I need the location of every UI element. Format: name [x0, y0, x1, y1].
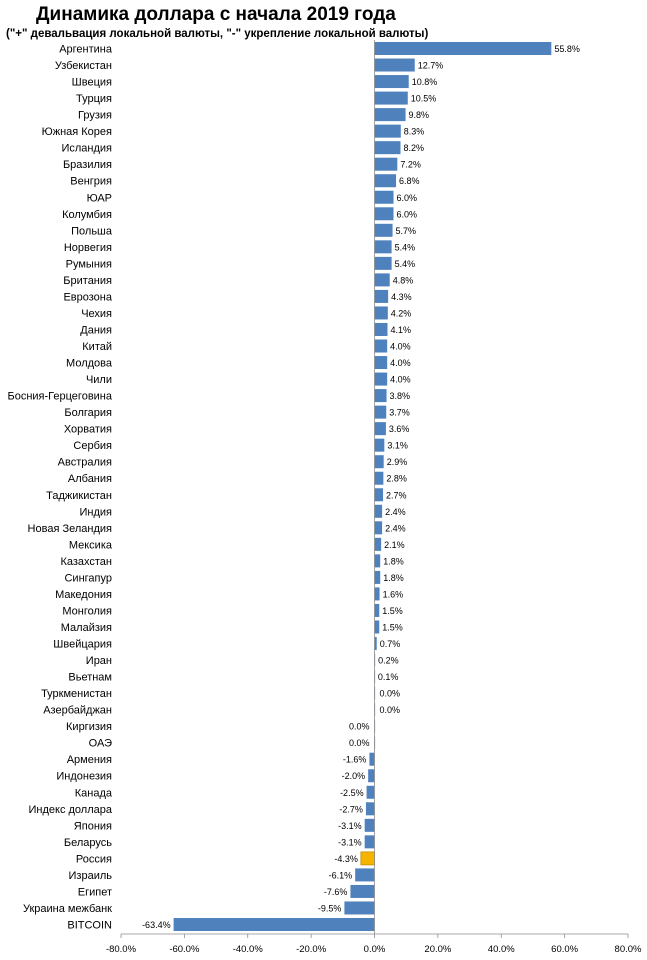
value-label: 4.1%	[390, 324, 412, 335]
value-label: 0.2%	[378, 655, 399, 666]
category-label: Израиль	[68, 869, 112, 882]
value-label: 12.7%	[417, 60, 444, 71]
value-label: 6.8%	[399, 176, 420, 187]
value-label: 3.6%	[388, 424, 410, 435]
value-label: 0.7%	[379, 639, 401, 650]
category-label: Мексика	[68, 539, 112, 552]
category-label: Болгария	[64, 407, 112, 420]
value-label: 2.7%	[386, 490, 407, 501]
value-label: 55.8%	[554, 44, 580, 54]
category-label: Индонезия	[56, 770, 112, 783]
x-tick-label: 40.0%	[487, 944, 515, 955]
value-label: 4.0%	[390, 374, 411, 385]
bar-44	[369, 753, 374, 766]
category-label: Индекс доллара	[28, 803, 112, 816]
bar-26	[375, 455, 384, 468]
bar-3	[375, 75, 409, 88]
bar-29	[375, 505, 383, 518]
value-label: 2.1%	[384, 539, 405, 550]
category-label: Британия	[63, 274, 112, 287]
category-label: Колумбия	[62, 208, 112, 221]
value-label: 3.7%	[389, 407, 410, 418]
value-label: 10.5%	[410, 93, 437, 104]
bar-54	[174, 918, 375, 931]
bar-10	[375, 191, 394, 204]
category-label: Беларусь	[63, 836, 112, 849]
category-label: Аргентина	[59, 43, 112, 56]
category-label: Новая Зеландия	[27, 522, 112, 535]
bar-14	[375, 257, 392, 270]
value-label: 0.0%	[379, 688, 401, 699]
value-label: 10.8%	[411, 77, 438, 88]
value-label: -7.6%	[323, 886, 348, 897]
category-label: Армения	[66, 754, 112, 767]
value-label: -1.6%	[342, 754, 367, 765]
category-label: Чили	[85, 374, 112, 387]
category-label: Еврозона	[63, 291, 112, 304]
bar-35	[375, 604, 380, 617]
category-label: Бразилия	[62, 159, 112, 172]
value-label: 1.8%	[383, 572, 404, 583]
category-label: Босния-Герцеговина	[7, 390, 112, 403]
bar-5	[375, 108, 406, 121]
value-label: 5.4%	[394, 242, 416, 253]
value-label: -2.7%	[339, 804, 363, 815]
value-label: -2.0%	[341, 771, 366, 782]
value-label: -6.1%	[328, 870, 353, 881]
x-tick-label: 0.0%	[363, 944, 386, 955]
category-label: Румыния	[65, 258, 112, 271]
category-label: Сербия	[73, 440, 112, 453]
value-label: 6.0%	[396, 192, 418, 203]
category-label: Узбекистан	[54, 60, 112, 73]
category-label: ОАЭ	[88, 737, 112, 750]
value-label: 2.8%	[386, 473, 407, 484]
category-label: Казахстан	[60, 555, 112, 568]
x-tick-label: -60.0%	[169, 944, 200, 955]
bar-45	[368, 769, 374, 782]
x-tick-label: 80.0%	[614, 944, 642, 955]
value-label: 3.1%	[387, 440, 408, 451]
value-label: 5.4%	[394, 258, 416, 269]
category-label: Монголия	[62, 605, 112, 618]
category-label: ЮАР	[86, 192, 112, 205]
category-label: Россия	[75, 853, 112, 866]
value-label: -63.4%	[142, 920, 171, 930]
bar-22	[375, 389, 387, 402]
category-label: Швейцария	[53, 638, 112, 651]
category-label: Канада	[74, 787, 112, 800]
bar-46	[367, 786, 375, 799]
bar-13	[375, 240, 392, 253]
bar-48	[365, 819, 375, 832]
bar-23	[375, 406, 387, 419]
value-label: 4.2%	[390, 308, 412, 319]
value-label: 3.8%	[389, 391, 411, 402]
bar-53	[344, 901, 374, 914]
labels-layer	[8, 44, 580, 932]
bar-36	[375, 620, 380, 633]
category-label: Сингапур	[64, 572, 112, 585]
value-label: 0.0%	[379, 705, 401, 716]
category-label: Австралия	[57, 456, 112, 469]
value-label: -3.1%	[338, 820, 362, 831]
category-label: Египет	[77, 886, 112, 899]
bar-27	[375, 472, 384, 485]
bar-16	[375, 290, 389, 303]
x-tick-label: 60.0%	[551, 944, 579, 955]
value-label: 8.2%	[403, 143, 424, 154]
value-label: 1.5%	[382, 605, 403, 616]
category-label: Киргизия	[66, 721, 112, 734]
bar-50	[361, 852, 375, 865]
category-label: Япония	[73, 820, 112, 833]
category-label: Норвегия	[63, 241, 112, 254]
x-axis	[106, 40, 642, 955]
category-label: Дания	[80, 324, 112, 337]
bar-6	[375, 125, 401, 138]
value-label: 4.0%	[390, 341, 411, 352]
bar-1	[375, 42, 552, 55]
category-label: Молдова	[66, 357, 112, 370]
value-label: 1.6%	[382, 589, 404, 600]
bar-24	[375, 422, 386, 435]
value-label: -4.3%	[334, 853, 358, 864]
value-label: 0.0%	[348, 738, 370, 749]
bar-32	[375, 554, 381, 567]
bar-30	[375, 521, 383, 534]
bar-12	[375, 224, 393, 237]
value-label: -2.5%	[340, 787, 364, 798]
bar-8	[375, 158, 398, 171]
bar-34	[375, 587, 380, 600]
bar-15	[375, 273, 390, 286]
category-label: Китай	[82, 341, 112, 354]
value-label: 2.9%	[386, 457, 408, 468]
bar-25	[375, 439, 385, 452]
category-label: Турция	[76, 93, 112, 106]
category-label: Вьетнам	[68, 671, 112, 684]
x-tick-label: 20.0%	[424, 944, 452, 955]
value-label: 0.0%	[348, 721, 370, 732]
bar-21	[375, 373, 388, 386]
value-label: 1.5%	[382, 622, 403, 633]
value-label: 4.8%	[392, 275, 414, 286]
category-label: Албания	[67, 473, 112, 486]
value-label: 5.7%	[395, 225, 417, 236]
bar-4	[375, 92, 408, 105]
value-label: -3.1%	[338, 837, 362, 848]
bar-33	[375, 571, 381, 584]
x-tick-label: -40.0%	[232, 944, 263, 955]
category-label: Польша	[71, 225, 112, 238]
category-label: Швеция	[71, 76, 112, 89]
bar-31	[375, 538, 382, 551]
bar-51	[355, 868, 374, 881]
value-label: 6.0%	[396, 209, 418, 220]
category-label: Таджикистан	[46, 489, 112, 502]
category-label: Хорватия	[63, 423, 112, 436]
value-label: 4.0%	[390, 358, 411, 369]
value-label: 8.3%	[403, 126, 425, 137]
category-label: Чехия	[81, 307, 112, 320]
chart-subtitle: ("+" девальвация локальной валюты, "-" укрепление локальной валюты)	[6, 28, 429, 40]
value-label: 2.4%	[385, 506, 406, 517]
bar-2	[375, 59, 415, 72]
category-label: Южная Корея	[41, 126, 112, 139]
value-label: 0.1%	[377, 672, 399, 683]
category-label: Исландия	[61, 142, 112, 155]
bar-9	[375, 174, 397, 187]
category-label: Малайзия	[60, 621, 112, 634]
value-label: -9.5%	[317, 903, 342, 914]
category-label: BITCOIN	[67, 919, 112, 932]
chart-title: Динамика доллара с начала 2019 года	[36, 4, 396, 25]
bar-28	[375, 488, 384, 501]
x-tick-label: -20.0%	[296, 944, 327, 955]
category-label: Азербайджан	[43, 704, 112, 717]
value-label: 2.4%	[385, 523, 406, 534]
category-label: Туркменистан	[41, 688, 112, 701]
category-label: Македония	[55, 588, 112, 601]
bar-19	[375, 340, 388, 353]
bar-7	[375, 141, 401, 154]
bar-11	[375, 207, 394, 220]
bar-52	[350, 885, 374, 898]
value-label: 9.8%	[408, 110, 430, 121]
value-label: 4.3%	[391, 291, 412, 302]
category-label: Иран	[85, 655, 112, 668]
category-label: Грузия	[78, 109, 112, 122]
bar-49	[365, 835, 375, 848]
value-label: 7.2%	[400, 159, 421, 170]
category-label: Украина межбанк	[22, 902, 112, 915]
bar-18	[375, 323, 388, 336]
category-label: Индия	[79, 506, 112, 519]
category-label: Венгрия	[70, 175, 112, 188]
bar-20	[375, 356, 388, 369]
x-tick-label: -80.0%	[105, 944, 137, 955]
value-label: 1.8%	[383, 556, 404, 567]
bar-17	[375, 306, 388, 319]
bar-47	[366, 802, 375, 815]
